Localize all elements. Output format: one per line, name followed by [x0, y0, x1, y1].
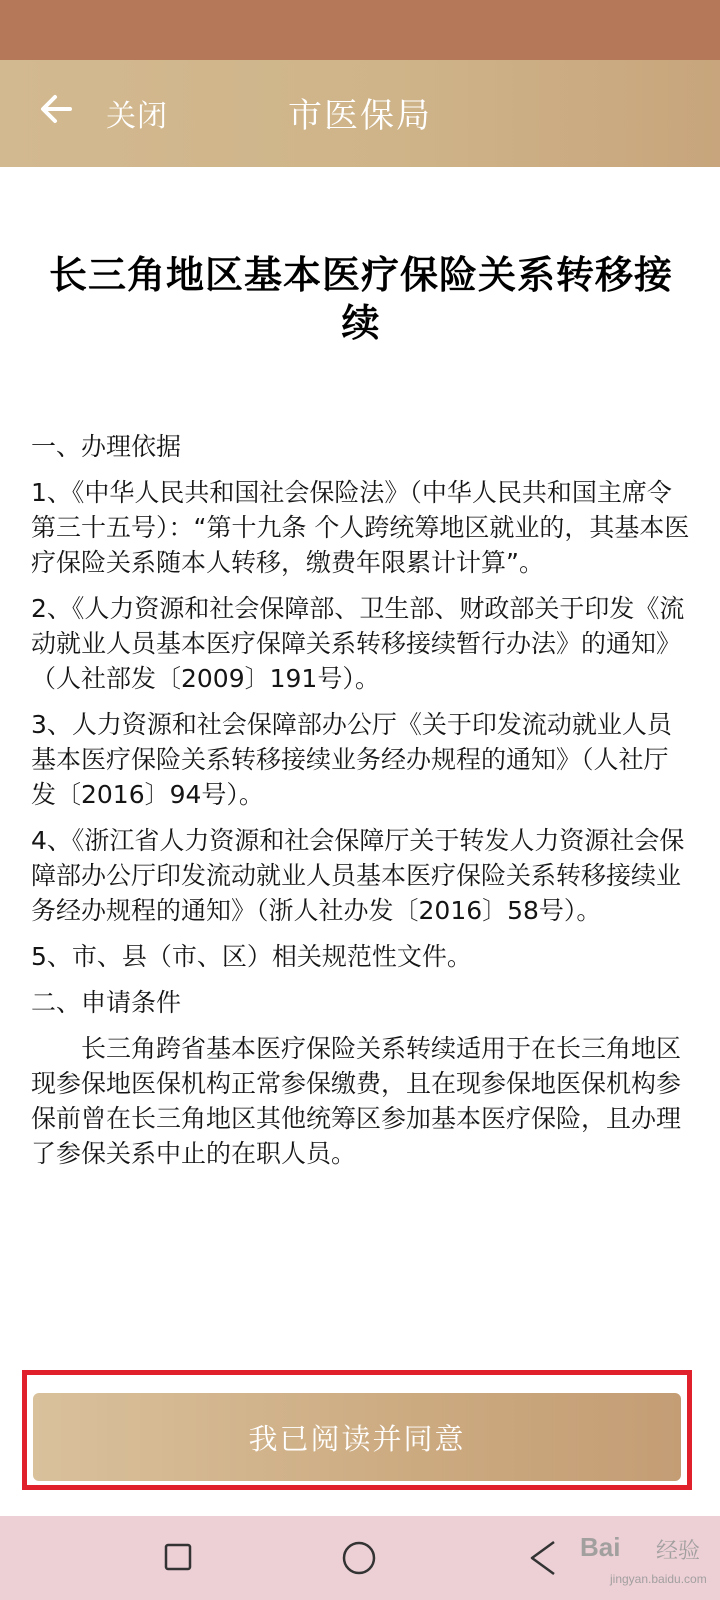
basis-item: 5、市、县（市、区）相关规范性文件。	[31, 942, 472, 971]
agree-button[interactable]: 我已阅读并同意	[33, 1393, 681, 1481]
document-title: 长三角地区基本医疗保险关系转移接续	[48, 253, 673, 345]
basis-item: 1、《中华人民共和国社会保险法》（中华人民共和国主席令第三十五号）：“第十九条 个人跨统筹地区就业的，其基本医疗保险关系随本人转移，缴费年限累计计算”。	[31, 478, 690, 577]
close-button[interactable]: 关闭	[106, 99, 168, 134]
status-bar	[0, 0, 720, 60]
highlight-box	[22, 1370, 692, 1490]
page-title: 市医保局	[288, 96, 432, 136]
basis-item: 2、《人力资源和社会保障部、卫生部、财政部关于印发《流动就业人员基本医疗保障关系转移接续暂行办法》的通知》（人社部发〔2009〕191号）。	[31, 594, 685, 693]
app-header	[0, 60, 720, 167]
conditions-paragraph: 长三角跨省基本医疗保险关系转续适用于在长三角地区现参保地医保机构正常参保缴费，且在现参保地医保机构参保前曾在长三角地区其他统筹区参加基本医疗保险，且办理了参保关系中止的在职人员。	[31, 1034, 682, 1168]
basis-item: 3、人力资源和社会保障部办公厅《关于印发流动就业人员基本医疗保险关系转移接续业务经办规程的通知》（人社厅发〔2016〕94号）。	[31, 710, 672, 809]
basis-item: 4、《浙江省人力资源和社会保障厅关于转发人力资源社会保障部办公厅印发流动就业人员基本医疗保险关系转移接续业务经办规程的通知》（浙人社办发〔2016〕58号）。	[31, 826, 685, 925]
watermark-jingyan: 经验	[656, 1539, 701, 1564]
recent-apps-icon[interactable]	[164, 1543, 192, 1571]
watermark-site: jingyan.baidu.com	[610, 1572, 707, 1586]
nav-back-icon[interactable]	[528, 1539, 558, 1577]
section-heading-basis: 一、办理依据	[31, 432, 182, 461]
section-heading-conditions: 二、申请条件	[31, 988, 182, 1017]
document-content	[31, 251, 691, 1182]
baidu-watermark	[580, 1528, 720, 1594]
home-icon[interactable]	[342, 1541, 376, 1575]
watermark-brand: Bai	[580, 1532, 621, 1562]
